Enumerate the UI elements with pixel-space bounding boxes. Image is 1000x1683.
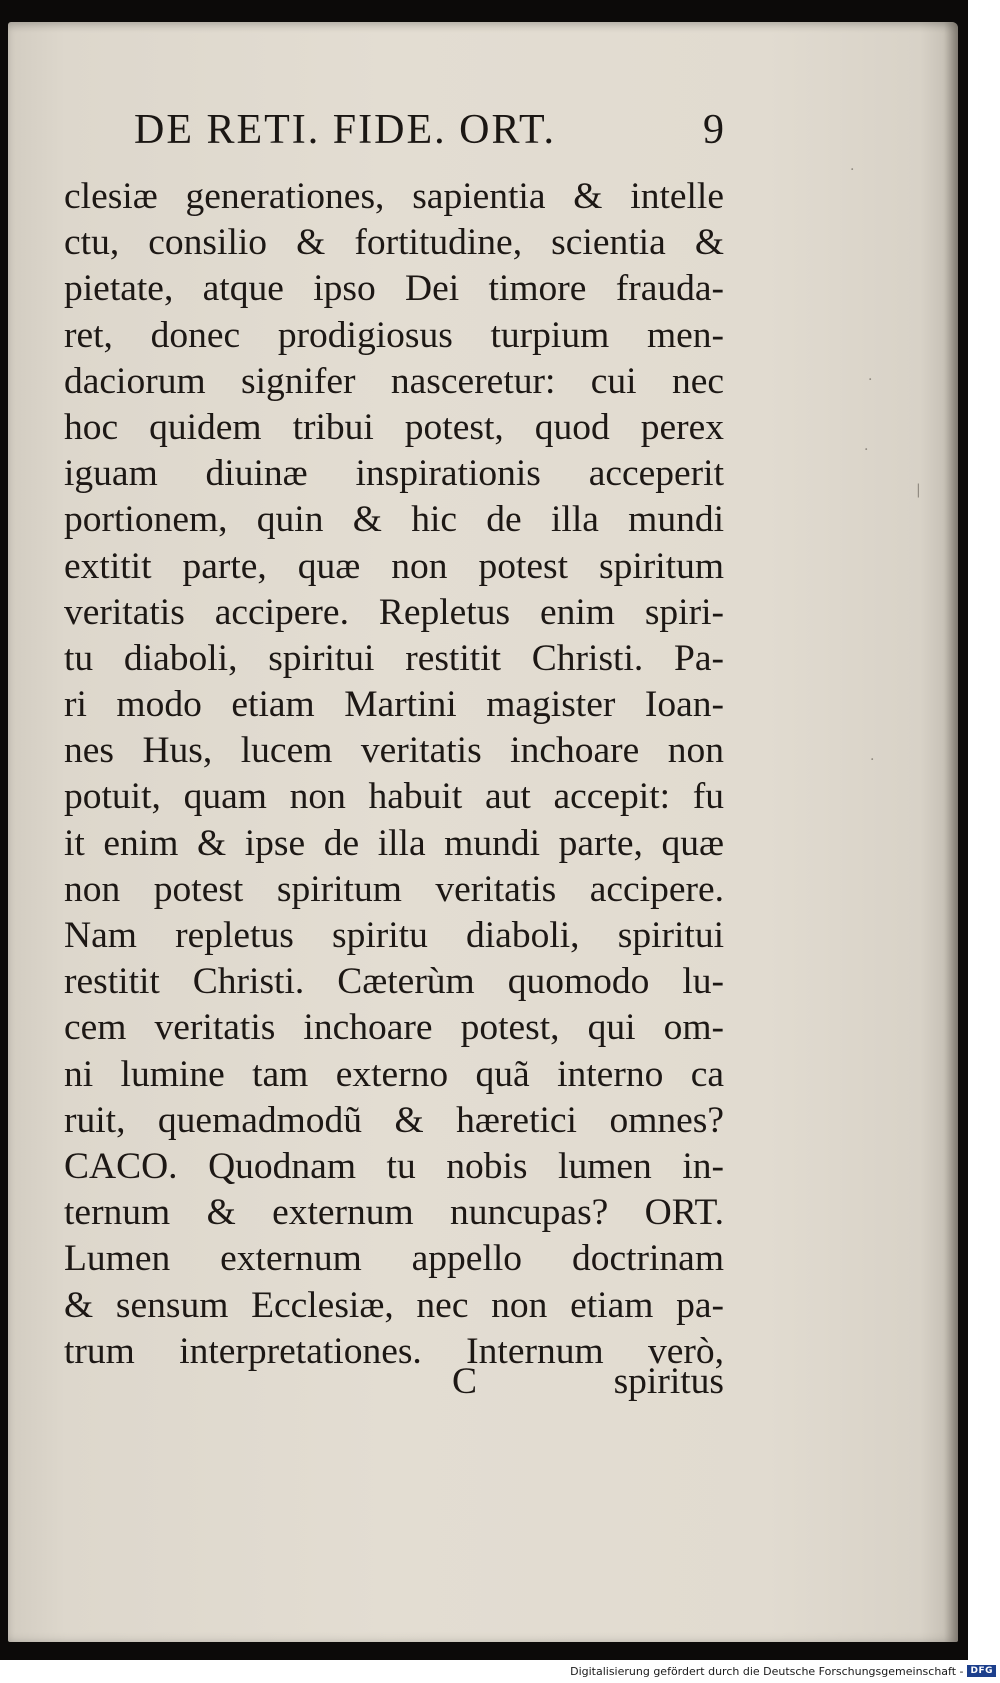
text-line: daciorum signifer nasceretur: cui nec [64,360,724,402]
text-line: clesiæ generationes, sapientia & intelle [64,176,724,217]
credit-text: Digitalisierung gefördert durch die Deutsche Forschungsgemeinschaft - [570,1664,964,1678]
page-edge-shadow [944,22,958,1642]
digitization-credit [570,1663,996,1679]
running-title: DE RETI. FIDE. ORT. [134,107,556,153]
text-line: ruit, quemadmodũ & hæretici omnes? [64,1099,724,1141]
catchword: spiritus [613,1361,724,1402]
bleed-through-mark: | [916,482,921,498]
text-line: ni lumine tam externo quã interno ca [64,1053,724,1095]
text-line: cem veritatis inchoare potest, qui om- [64,1007,724,1049]
text-line: Lumen externum appello doctrinam [64,1238,724,1280]
text-line: ret, donec prodigiosus turpium men- [64,314,724,356]
text-line: trum interpretationes. Internum verò, [64,1330,724,1372]
running-head [134,106,724,166]
bleed-through-mark: · [864,442,869,458]
book-page [8,22,958,1642]
catchline [64,1360,724,1406]
text-line: ctu, consilio & fortitudine, scientia & [64,222,724,264]
text-line: Nam repletus spiritu diaboli, spiritui [64,915,724,956]
text-line: pietate, atque ipso Dei timore frauda- [64,268,724,310]
text-line: CACO. Quodnam tu nobis lumen in- [64,1145,724,1187]
text-line: it enim & ipse de illa mundi parte, quæ [64,822,724,864]
text-line: portionem, quin & hic de illa mundi [64,499,724,541]
text-line: veritatis accipere. Repletus enim spiri- [64,591,724,633]
text-line: iguam diuinæ inspirationis acceperit [64,453,724,495]
text-line: ri modo etiam Martini magister Ioan- [64,684,724,726]
text-line: & sensum Ecclesiæ, nec non etiam pa- [64,1284,724,1326]
text-line: restitit Christi. Cæterùm quomodo lu- [64,961,724,1003]
text-line: ternum & externum nuncupas? ORT. [64,1192,724,1234]
bleed-through-mark: · [870,752,875,768]
text-line: potuit, quam non habuit aut accepit: fu [64,776,724,818]
page-number: 9 [703,107,724,153]
text-line: non potest spiritum veritatis accipere. [64,868,724,910]
bleed-through-mark: · [868,372,873,388]
text-line: extitit parte, quæ non potest spiritum [64,545,724,587]
text-line: hoc quidem tribui potest, quod perex [64,406,724,448]
text-line: nes Hus, lucem veritatis inchoare non [64,730,724,772]
bleed-through-mark: · [850,162,855,178]
text-line: tu diaboli, spiritui restitit Christi. Pa- [64,637,724,679]
signature-mark: C [452,1361,478,1402]
body-text [64,174,724,1375]
dfg-logo: DFG [967,1665,996,1677]
